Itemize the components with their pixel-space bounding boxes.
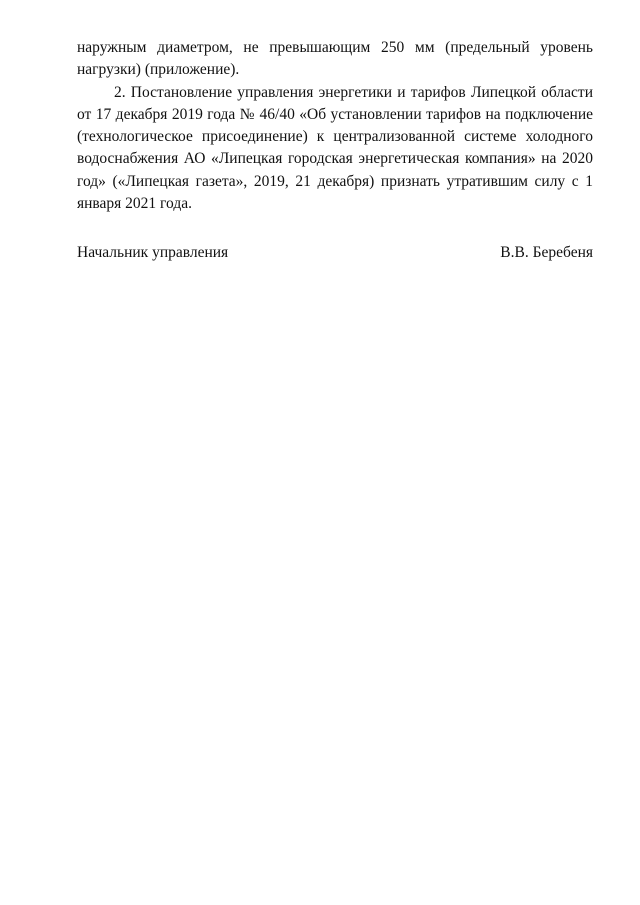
paragraph-item-2: 2. Постановление управления энергетики и тарифов Липецкой области от 17 декабря 2019 года № 46/40 «Об установлении тарифов на подключение (технологическое присоединение) к централизованной системе холодного водоснабжения АО «Липецкая городская энергетическая компания» на 2020 год» («Липецкая газета», 2019, 21 декабря) признать утратившим силу с 1 января 2021 года.: [77, 83, 593, 213]
signature-block: [77, 242, 593, 264]
signatory-position: Начальник управления: [77, 244, 229, 261]
document-body: [77, 37, 593, 215]
signatory-name: В.В. Беребеня: [500, 244, 593, 261]
paragraph-continuation: наружным диаметром, не превышающим 250 мм (предельный уровень нагрузки) (приложение).: [77, 39, 593, 79]
